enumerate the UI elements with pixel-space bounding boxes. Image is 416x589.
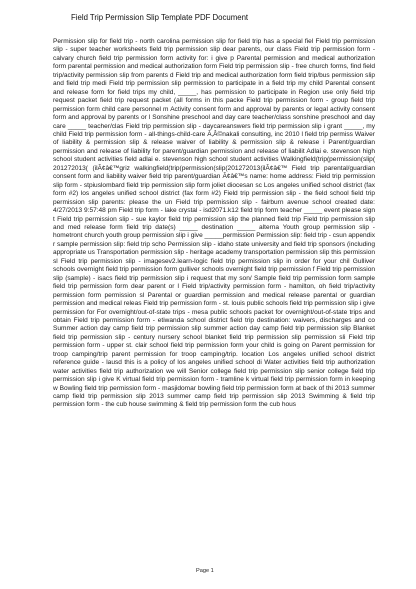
page-number: Page 1 — [196, 568, 214, 574]
document-title: Field Trip Permission Slip Template PDF Document — [71, 13, 249, 22]
document-body: Permission slip for field trip - north carolina permission slip for field trip has a special fiel Field trip permission slip - super teacher worksheets field trip permission slip dear parents, our class Field trip permission form - calvary church field trip permission form activity for: i give p Parental permission and medical authorization form parental permission and medical authorization form Field trip permission slip - free church forms, find field trip/activity permission slip from parents d Field trip and medical authorization form field trip/bus permission slip and field trip medi Field trip permission slip permission to participate in a field trip my child Parental consent and release form for field trips my child, _____, has permission to participate in Region use only field trip request packet field trip request packet (all forms in this packe Field trip permission form - group field trip permission form child care personnel m Activity consent form and approval by parents or legal activity consent form and approval by parents or l Sonshine preschool and day care teacher/class sonshine preschool and day care _____ teacher/clas Field trip permission slip - daycareanswers field trip permission slip i grant _____, my child Field trip permission form - all-things-child-care Ã‚Â©nakali consulting, inc 2010 l field trip permiss Waiver of liability & permission slip & release waiver of liability & permission slip & release i Parent/guardian permission and release of liability for parent/guardian permission and release of liabilit Adlai e. stevenson high school student activities field adlai e. stevenson high school student activities Walkingfield(trip(permission(slip( 201272013( (ilÃ¢â€™griz walkingfield(trip(permission(slip(201272013(ilÃ¢â€™ Field trip parental/guardian consent form and liability waiver field trip parent/guardian Ã¢â€™s name: home address: Field trip permission slip form - stpiuslombard field trip permission slip form joliet diocesan sc Los angeles unified school district (fax form #2) los angeles unified school district (fax form #2) Field trip permission slip - the field school field trip permission slip parents: please the un Field trip permission slip - fairburn avenue school created date: 4/27/2013 9:57:48 pm Field trip form - lake crystal - isd2071.k12 field trip form teacher _____ event please sign t Field trip permission slip - sue kaylor field trip permission slip the planned field trip Field trip permission slip and med release form field trip date(s) _____ destination _____ alterna Youth group permission slip - hometront church youth group permission slip i give _____permission Permission slip: field trip - csun appendix r sample permission slip: field trip scho Permission slip - idaho state university and field trip sponsors (including appropriate us Transportation permission slip - heritage academy transportation permission slip this permission sl Field trip permission slip - imagesev2.learn-logic field trip permission slip in order for your chil Gulliver schools overnight field trip permission form gulliver schools overnight field trip permission f Field trip permission slip (sample) - isacs field trip permission slip i request that my son/ Sample field trip permission form sample field trip permission form dear parent or l Field trip/activity permission form - hamilton, oh field trip/activity permission form permission sl Parental or guardian permission and medical release parental or guardian permission and medical releas Field trip permission form - st. louis public schools field trip permission slip i give permission for For overnight/out-of-state trips - mesa public schools packet for overnight/out-of-state trips and obtain Field trip permission form - etiwanda school district field trip destination: waivers, discharges and co Summer action day camp field trip permission slip summer action day camp field trip permission slip Blanket field trip permission slip - century nursery school blanket field trip permission slip permission sli Field trip permission form - upper st. clair school field trip permission form your child is going on Parent permission for troop camping/trip parent permission for troop camping/trip. location Los angeles unified school district reference guide - lausd this is a policy of los angeles unified school di Water activities field trip authorization water activities field trip authorization we will Senior college field trip permission slip senior college field trip permission slip i give K virtual field trip permission form - tramline k virtual field trip permission form in keeping w Bowling field trip permission form - masjidomar bowling field trip permission form at back of thi 2013 summer camp field trip permission slip 2013 summer camp field trip permission slip 2013 Swimming & field trip permission form - the cub house swimming & field trip permission form the cub hous — [53, 38, 375, 409]
